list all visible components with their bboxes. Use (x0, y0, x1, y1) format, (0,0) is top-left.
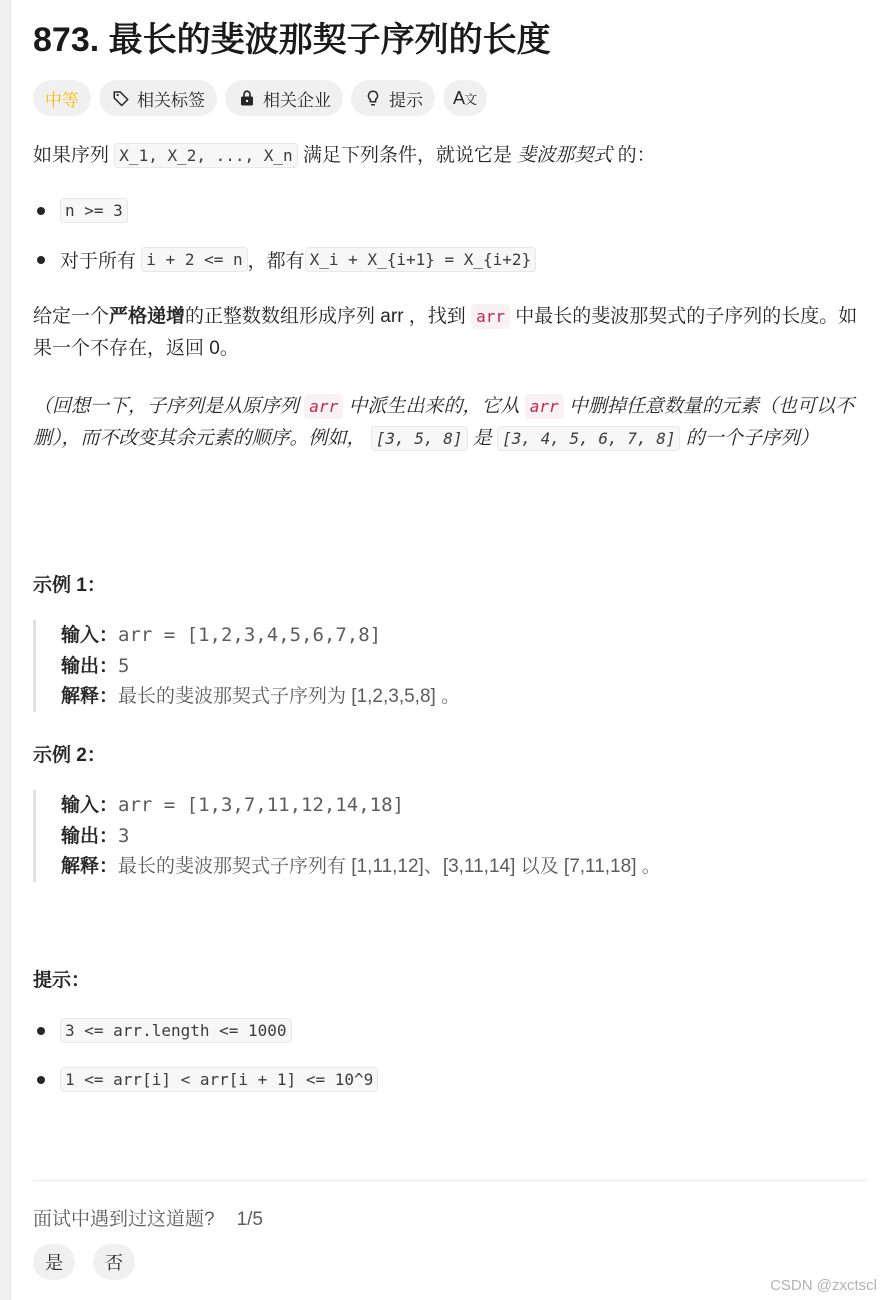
left-rail (0, 0, 11, 1300)
definition-paragraph: 如果序列 X_1, X_2, ..., X_n 满足下列条件，就说它是 斐波那契式 的： (33, 145, 656, 166)
tag-icon (111, 88, 131, 108)
example-2-heading: 示例 2： (33, 745, 106, 766)
example-1-block: 输入：arr = [1,2,3,4,5,6,7,8] 输出：5 解释：最长的斐波那契式子序列为 [1,2,3,5,8] 。 (33, 620, 460, 712)
hint-button[interactable] (351, 80, 435, 116)
no-button[interactable]: 否 (93, 1244, 135, 1280)
interview-count: 1/5 (236, 1209, 263, 1230)
hint-label: 提示 (389, 90, 423, 110)
interview-question: 面试中遇到过这道题? 1/5 (33, 1209, 263, 1230)
difficulty-badge[interactable] (33, 80, 91, 116)
constraint-item: 3 <= arr.length <= 1000 (33, 1018, 292, 1043)
bullet-dot (37, 1027, 45, 1035)
task-paragraph: 给定一个严格递增的正整数数组形成序列 arr ，找到 arr 中最长的斐波那契式的子序列的长度。如果一个不存在，返回 0。 (33, 306, 858, 359)
divider (33, 1180, 866, 1181)
translate-icon: A 文 (453, 87, 478, 108)
subsequence-note: （回想一下，子序列是从原序列 arr 中派生出来的，它从 arr 中删掉任意数量的元素（也可以不删），而不改变其余元素的顺序。例如， [3, 5, 8] 是 [3, 4, 5, 6, 7, 8] 的一个子序列） (33, 396, 854, 449)
sequence-code: X_1, X_2, ..., X_n (114, 143, 297, 168)
bullet-dot (37, 256, 45, 264)
example-1-heading: 示例 1： (33, 575, 106, 596)
condition-item: 对于所有 i + 2 <= n ，都有 X_i + X_{i+1} = X_{i+2} (33, 246, 536, 273)
difficulty-label: 中等 (45, 90, 79, 110)
condition-item: n >= 3 (33, 198, 128, 223)
constraint-item: 1 <= arr[i] < arr[i + 1] <= 10^9 (33, 1067, 378, 1092)
translate-button[interactable] (443, 80, 487, 116)
companies-tag-label: 相关企业 (263, 90, 331, 110)
watermark: CSDN @zxctscl (770, 1277, 877, 1294)
topics-tag-button[interactable] (99, 80, 217, 116)
example-2-block: 输入：arr = [1,3,7,11,12,14,18] 输出：3 解释：最长的斐波那契式子序列有 [1,11,12]、[3,11,14] 以及 [7,11,18] 。 (33, 790, 661, 882)
tag-bar (33, 80, 487, 116)
lightbulb-icon (363, 88, 383, 108)
problem-title: 873. 最长的斐波那契子序列的长度 (33, 21, 551, 59)
bullet-dot (37, 1076, 45, 1084)
companies-tag-button[interactable] (225, 80, 343, 116)
constraints-heading: 提示： (33, 970, 91, 991)
bullet-dot (37, 207, 45, 215)
lock-icon (237, 88, 257, 108)
yes-button[interactable]: 是 (33, 1244, 75, 1280)
topics-tag-label: 相关标签 (137, 90, 205, 110)
